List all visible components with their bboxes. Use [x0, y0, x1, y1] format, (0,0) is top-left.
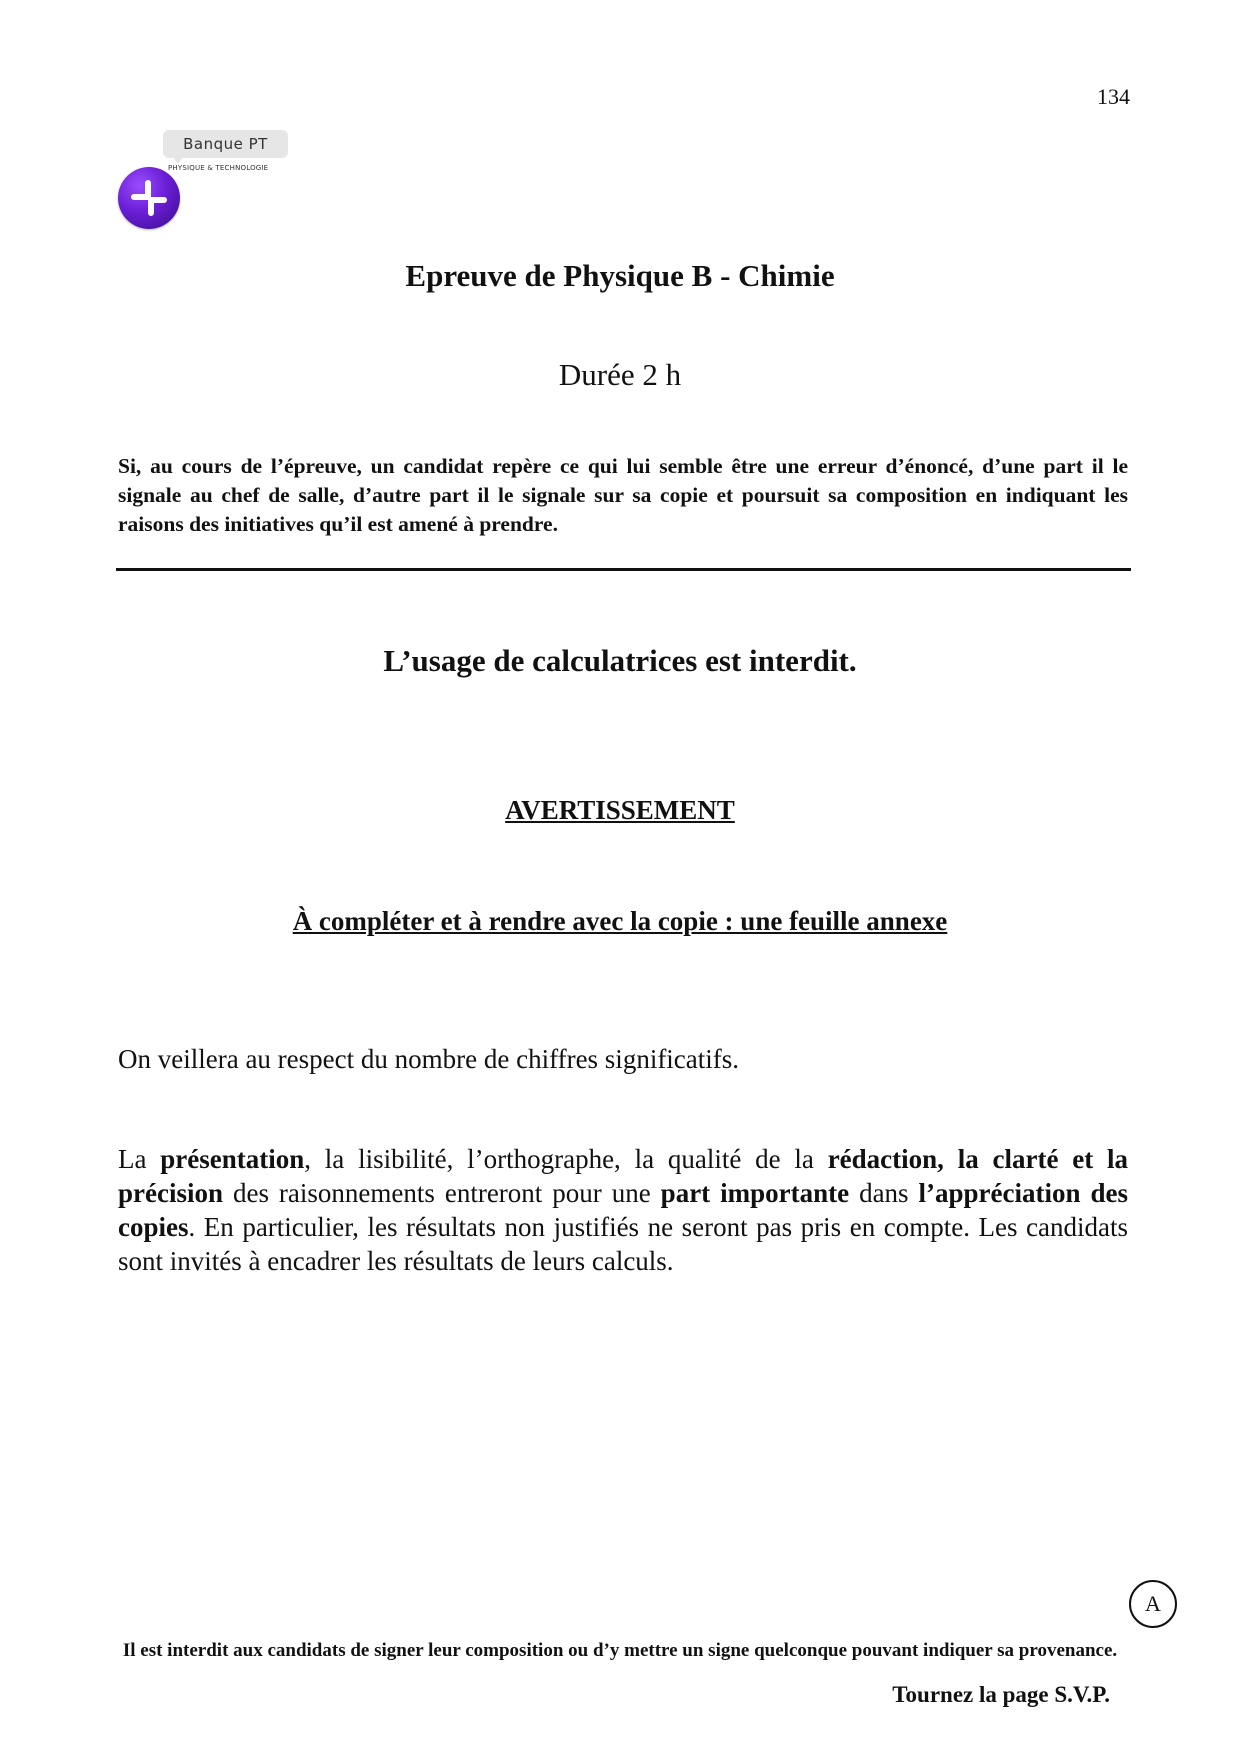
logo-badge-tail: [172, 156, 184, 164]
error-notice: Si, au cours de l’épreuve, un candidat repère ce qui lui semble être une erreur d’énoncé, d’une part il le signale au chef de salle, d’autre part il le signale sur sa copie et poursuit sa composition en indiquant les raisons des initiatives qu’il est amené à prendre.: [118, 454, 1128, 536]
presentation-text: . En particulier, les résultats non justifiés ne seront pas pris en compte. Les candidats sont invités à encadrer les résultats de leurs calculs.: [118, 1212, 1128, 1276]
presentation-text: La: [118, 1144, 161, 1174]
warning-heading: AVERTISSEMENT: [505, 795, 735, 825]
presentation-bold: l’appréciation des copies: [118, 1178, 1128, 1242]
banque-pt-logo-icon: [118, 167, 180, 229]
presentation-text: , la lisibilité, l’orthographe, la qualité de la: [304, 1144, 828, 1174]
presentation-text: des raisonnements entreront pour une: [223, 1178, 661, 1208]
page-number: 134: [1097, 84, 1130, 109]
presentation-bold: part importante: [660, 1178, 850, 1208]
divider: [116, 568, 1131, 571]
forbidden-notice: Il est interdit aux candidats de signer leur composition ou d’y mettre un signe quelconque pouvant indiquer sa provenance.: [122, 1640, 1118, 1661]
sig-figs-note: On veillera au respect du nombre de chiffres significatifs.: [118, 1044, 740, 1074]
logo-badge: Banque PT: [163, 130, 288, 158]
exam-title: Epreuve de Physique B - Chimie: [405, 258, 835, 293]
presentation-bold: rédaction, la clarté et la précision: [118, 1144, 1128, 1208]
logo-subtitle: PHYSIQUE & TECHNOLOGIE: [168, 164, 269, 172]
turn-page-note: Tournez la page S.V.P.: [892, 1682, 1110, 1707]
calculator-rule: L’usage de calculatrices est interdit.: [383, 643, 857, 678]
exam-duration: Durée 2 h: [558, 357, 682, 392]
annexe-instruction: À compléter et à rendre avec la copie : une feuille annexe: [292, 906, 948, 936]
presentation-paragraph: [118, 1142, 1128, 1278]
presentation-text: dans: [849, 1178, 919, 1208]
subject-letter-badge: A: [1129, 1580, 1177, 1628]
presentation-bold: présentation: [160, 1144, 305, 1174]
